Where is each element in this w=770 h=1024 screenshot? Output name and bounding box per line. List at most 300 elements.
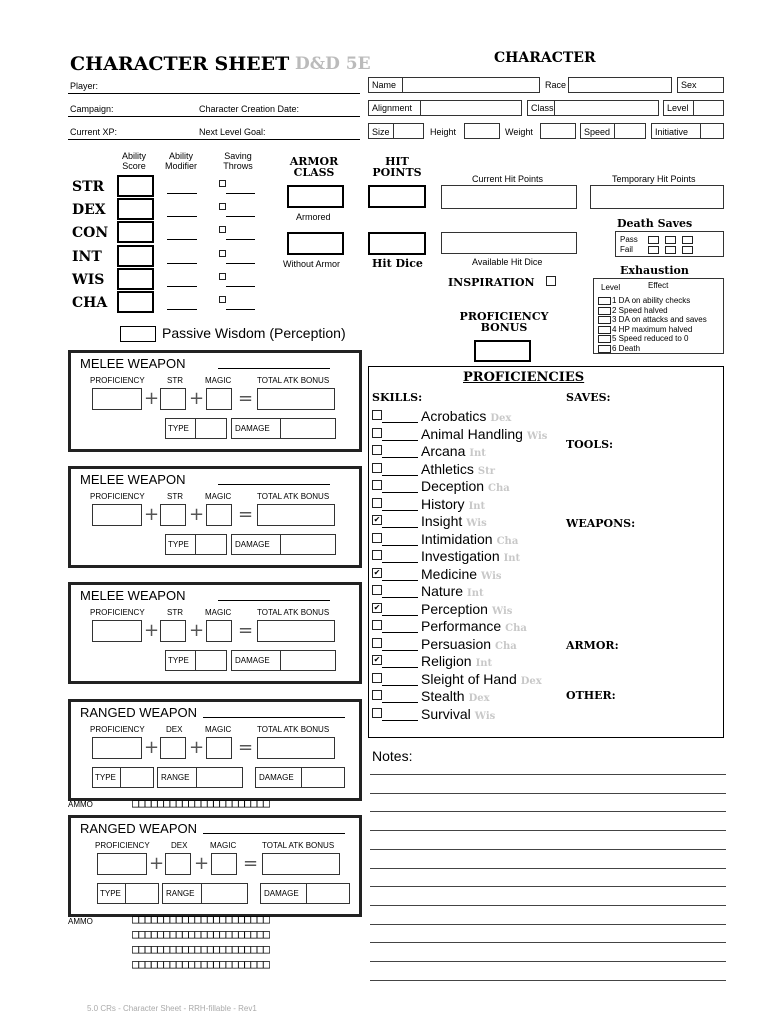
total-atk-box[interactable] [257,737,335,759]
sex-label: Sex [681,80,697,90]
skill-ability: Dex [520,675,542,687]
campaign-field[interactable] [68,116,360,117]
skill-row [421,583,484,599]
weapon-name-field[interactable] [203,833,345,834]
saving-throw-field[interactable] [226,216,255,217]
skill-row [421,566,502,582]
saves-heading: SAVES: [566,391,611,404]
magic-box[interactable] [206,620,232,642]
ability-modifier-field[interactable] [167,309,197,310]
skill-name: Acrobatics [421,408,487,424]
total-atk-header: TOTAL ATK BONUS [257,376,330,385]
saving-throw-checkbox[interactable] [219,296,226,303]
skill-checkbox[interactable] [372,428,382,438]
damage-label: DAMAGE [259,773,294,782]
hit-dice-box[interactable] [368,232,426,255]
skill-ability: Cha [505,623,527,634]
initiative-input[interactable] [700,123,724,139]
name-input[interactable] [402,77,540,93]
skill-row [421,618,527,634]
skill-checkbox-checked[interactable]: ✔ [373,655,381,664]
proficiency-bonus-box[interactable] [474,340,531,362]
skill-checkbox[interactable] [372,620,382,630]
class-label: Class [531,103,554,113]
armor-class-title: ARMOR CLASS [289,155,339,179]
death-save-checkbox[interactable] [682,246,693,254]
skill-checkbox[interactable] [372,445,382,455]
weapon-title: MELEE WEAPON [80,588,186,603]
death-save-checkbox[interactable] [648,246,659,254]
equals-icon: = [238,620,254,641]
damage-label: DAMAGE [235,656,270,665]
skill-bonus-field[interactable] [382,615,418,616]
tools-heading: TOOLS: [566,438,614,451]
skill-ability: Wis [491,605,513,617]
saving-throw-field[interactable] [226,239,255,240]
exhaustion-effect-header: Effect [648,281,669,290]
exhaustion-checkbox[interactable] [598,326,611,334]
weight-field[interactable] [540,123,576,139]
skill-bonus-field[interactable] [382,580,418,581]
total-atk-box[interactable] [257,388,335,410]
ability-score-header: Ability Score [121,151,146,171]
inspiration-label: INSPIRATION [448,276,535,289]
ability-modifier-field[interactable] [167,239,197,240]
proficiency-header: PROFICIENCY [90,492,145,501]
ability-score-box[interactable] [117,268,154,290]
skill-checkbox[interactable] [372,498,382,508]
ammo-label: AMMO [68,800,93,809]
notes-line[interactable] [370,793,726,794]
initiative-label: Initiative [655,127,689,137]
skill-checkbox[interactable] [372,673,382,683]
ability-score-box[interactable] [117,221,154,243]
alignment-label: Alignment [372,103,413,113]
available-dice-box[interactable] [441,232,577,254]
saving-throw-checkbox[interactable] [219,180,226,187]
ability-modifier-field[interactable] [167,216,197,217]
stat-header: STR [167,608,183,617]
skill-name: Arcana [421,443,466,459]
ability-label: CHA [72,295,108,311]
magic-box[interactable] [206,504,232,526]
type-label: TYPE [95,773,116,782]
ability-label: STR [72,179,105,195]
skill-bonus-field[interactable] [382,527,418,528]
xp-field[interactable] [68,139,360,140]
stat-box[interactable] [160,504,186,526]
ammo-tracker[interactable]: □□□□□□□□□□□□□□□□□□□□□□ [132,957,269,971]
saving-throw-field[interactable] [226,263,255,264]
death-save-checkbox[interactable] [648,236,659,244]
notes-line[interactable] [370,868,726,869]
plus-icon: + [144,388,160,409]
skill-checkbox[interactable] [372,410,382,420]
armored-label: Armored [296,212,331,222]
skill-ability: Dex [490,413,512,424]
stat-header: STR [167,376,183,385]
max-hp-box[interactable] [368,185,426,208]
skill-ability: Cha [488,483,510,494]
notes-line[interactable] [370,774,726,775]
ammo-tracker[interactable]: □□□□□□□□□□□□□□□□□□□□□□ [132,942,269,956]
total-atk-box[interactable] [257,504,335,526]
skill-bonus-field[interactable] [382,632,418,633]
weight-label: Weight [505,127,533,137]
skill-checkbox[interactable] [372,690,382,700]
exhaustion-row: 1 DA on ability checks [612,296,691,305]
exhaustion-checkbox[interactable] [598,307,611,315]
exhaustion-title: Exhaustion [620,264,689,277]
damage-label: DAMAGE [235,424,270,433]
saving-throw-checkbox[interactable] [219,203,226,210]
total-atk-box[interactable] [262,853,340,875]
skill-row [421,688,490,704]
saving-throw-field[interactable] [226,286,255,287]
plus-icon: + [144,620,160,641]
range-label: RANGE [166,889,195,898]
skill-name: Athletics [421,460,474,477]
stat-box[interactable] [160,620,186,642]
death-fail-label: Fail [620,245,633,254]
skill-row [421,496,485,512]
damage-input[interactable] [280,534,336,555]
ability-score-box[interactable] [117,198,154,220]
proficiency-header: PROFICIENCY [90,376,145,385]
ability-modifier-field[interactable] [167,193,197,194]
proficiency-box[interactable] [97,853,147,875]
damage-input[interactable] [301,767,345,788]
player-field[interactable] [68,93,360,94]
ability-label: INT [72,249,102,265]
skill-ability: Wis [526,430,548,442]
exhaustion-checkbox[interactable] [598,335,611,343]
total-atk-header: TOTAL ATK BONUS [262,841,335,850]
skill-name: Insight [421,513,463,529]
exhaustion-row: 2 Speed halved [612,305,668,315]
ability-modifier-field[interactable] [167,263,197,264]
proficiency-bonus-title: PROFICIENCY BONUS [459,310,549,334]
skill-bonus-field[interactable] [382,510,418,511]
skill-row [421,548,520,564]
weapon-title: RANGED WEAPON [80,821,198,836]
skill-row [421,408,511,424]
hit-dice-label: Hit Dice [372,257,423,270]
death-pass-label: Pass [620,235,638,244]
exhaustion-checkbox[interactable] [598,316,611,324]
passive-wisdom-box[interactable] [120,326,156,342]
skills-heading: SKILLS: [372,391,423,404]
skill-checkbox-checked[interactable]: ✔ [373,602,381,612]
skill-bonus-field[interactable] [382,702,418,703]
skill-ability: Dex [468,693,490,704]
height-field[interactable] [464,123,500,139]
name-label: Name [372,80,397,90]
damage-label: DAMAGE [235,540,270,549]
current-xp-label: Current XP: [70,127,118,137]
ammo-label: AMMO [68,917,93,926]
plus-icon: + [149,853,165,874]
magic-header: MAGIC [205,725,232,734]
notes-line[interactable] [370,942,726,943]
total-atk-box[interactable] [257,620,335,642]
damage-input[interactable] [280,418,336,439]
skill-row [421,531,518,547]
proficiency-header: PROFICIENCY [95,841,150,850]
ammo-tracker[interactable]: □□□□□□□□□□□□□□□□□□□□□□ [132,912,269,926]
stat-header: DEX [166,725,183,734]
skill-name: Nature [421,583,464,599]
skill-ability: Int [467,588,484,599]
exhaustion-row: 3 DA on attacks and saves [612,315,707,324]
skill-name: Sleight of Hand [421,670,517,687]
height-label: Height [430,127,457,137]
magic-box[interactable] [206,388,232,410]
skill-row [421,601,512,617]
skill-checkbox[interactable] [372,638,382,648]
type-input[interactable] [195,650,227,671]
death-save-checkbox[interactable] [665,236,676,244]
temp-hp-box[interactable] [590,185,724,209]
magic-header: MAGIC [210,841,237,850]
ability-score-box[interactable] [117,175,154,197]
proficiency-box[interactable] [92,737,142,759]
proficiency-header: PROFICIENCY [90,608,145,617]
damage-input[interactable] [306,883,350,904]
total-atk-header: TOTAL ATK BONUS [257,608,330,617]
saving-throws-header: Saving Throws [223,151,253,171]
alignment-input[interactable] [420,100,522,116]
skill-row [421,706,495,722]
skill-row [421,671,542,687]
proficiency-box[interactable] [92,620,142,642]
exhaustion-checkbox[interactable] [598,297,611,305]
player-label: Player: [70,81,99,91]
page-title: CHARACTER SHEET [70,53,290,75]
notes-line[interactable] [370,924,726,925]
skill-ability: Int [469,448,486,459]
notes-line[interactable] [370,849,726,850]
magic-header: MAGIC [205,376,232,385]
skill-name: Intimidation [421,530,493,547]
weapon-name-field[interactable] [218,600,330,601]
saving-throw-field[interactable] [226,193,255,194]
plus-icon: + [144,504,160,525]
saving-throw-checkbox[interactable] [219,226,226,233]
skill-bonus-field[interactable] [382,562,418,563]
range-input[interactable] [201,883,248,904]
current-hp-box[interactable] [441,185,577,209]
skill-bonus-field[interactable] [382,457,418,458]
skill-bonus-field[interactable] [382,720,418,721]
current-hp-label: Current Hit Points [472,174,544,184]
level-label: Level [667,103,689,113]
ammo-tracker[interactable]: □□□□□□□□□□□□□□□□□□□□□□ [132,796,269,810]
speed-label: Speed [584,127,611,137]
skill-row [421,653,492,669]
notes-line[interactable] [370,961,726,962]
magic-header: MAGIC [205,608,232,617]
size-label: Size [372,127,390,137]
type-input[interactable] [120,767,154,788]
hit-points-title: HIT POINTS [372,155,422,179]
notes-line[interactable] [370,886,726,887]
magic-header: MAGIC [205,492,232,501]
stat-box[interactable] [160,388,186,410]
notes-line[interactable] [370,830,726,831]
character-heading: CHARACTER [494,50,596,66]
ability-label: WIS [72,272,105,288]
skill-row [421,636,517,652]
creation-date-label: Character Creation Date: [199,104,300,114]
skill-checkbox-checked[interactable]: ✔ [373,515,381,524]
passive-wisdom-label: Passive Wisdom (Perception) [162,325,346,341]
range-input[interactable] [196,767,243,788]
skill-bonus-field[interactable] [382,650,418,651]
skill-ability: Wis [481,570,502,582]
speed-input[interactable] [614,123,646,139]
skill-checkbox[interactable] [372,550,382,560]
stat-header: STR [167,492,183,501]
weapon-title: MELEE WEAPON [80,472,186,487]
skill-ability: Int [503,553,521,564]
stat-box[interactable] [165,853,191,875]
plus-icon: + [194,853,210,874]
weapon-title: RANGED WEAPON [80,705,198,720]
magic-box[interactable] [206,737,232,759]
exhaustion-row: 4 HP maximum halved [612,324,693,334]
proficiency-box[interactable] [92,388,142,410]
magic-box[interactable] [211,853,237,875]
size-input[interactable] [393,123,424,139]
ability-modifier-header: Ability Modifier [164,151,197,171]
skill-bonus-field[interactable] [382,597,418,598]
skill-bonus-field[interactable] [382,440,418,441]
death-save-checkbox[interactable] [665,246,676,254]
skill-row [421,461,495,477]
ability-score-box[interactable] [117,291,154,313]
skill-row [421,443,486,459]
weapon-name-field[interactable] [218,368,330,369]
plus-icon: + [189,388,205,409]
skill-name: Persuasion [421,635,492,652]
skill-checkbox[interactable] [372,585,382,595]
skill-ability: Wis [466,518,487,529]
weapon-name-field[interactable] [218,484,330,485]
proficiency-header: PROFICIENCY [90,725,145,734]
inspiration-checkbox[interactable] [546,276,556,286]
skill-bonus-field[interactable] [382,685,418,686]
skill-bonus-field[interactable] [382,422,418,423]
stat-header: DEX [171,841,188,850]
without-armor-label: Without Armor [283,259,341,269]
next-level-label: Next Level Goal: [199,127,266,137]
armored-ac-box[interactable] [287,185,344,208]
type-input[interactable] [195,418,227,439]
skill-bonus-field[interactable] [382,492,418,493]
ability-modifier-field[interactable] [167,286,197,287]
skill-name: Investigation [421,548,500,564]
weapon-name-field[interactable] [203,717,345,718]
plus-icon: + [189,504,205,525]
skill-name: History [421,495,465,512]
skill-name: Religion [421,653,472,669]
skill-name: Performance [421,618,502,634]
skill-ability: Str [477,465,496,477]
skill-ability: Int [468,500,486,512]
saving-throw-field[interactable] [226,309,255,310]
exhaustion-checkbox[interactable] [598,345,611,353]
notes-line[interactable] [370,980,726,981]
skill-checkbox[interactable] [372,480,382,490]
plus-icon: + [144,737,160,758]
death-save-checkbox[interactable] [682,236,693,244]
saving-throw-checkbox[interactable] [219,250,226,257]
skill-checkbox[interactable] [372,708,382,718]
page-subtitle: D&D 5E [295,54,371,74]
skill-row [421,426,547,442]
skill-ability: Cha [496,535,519,547]
skill-checkbox-checked[interactable]: ✔ [373,567,381,577]
skill-name: Survival [421,705,471,722]
temp-hp-label: Temporary Hit Points [612,174,696,184]
ability-score-box[interactable] [117,245,154,267]
skill-checkbox[interactable] [372,533,382,543]
unarmored-ac-box[interactable] [287,232,344,255]
skill-ability: Wis [474,710,496,722]
ability-label: CON [72,225,109,241]
level-input[interactable] [693,100,724,116]
type-label: TYPE [100,889,121,898]
race-field[interactable] [568,77,672,93]
skill-bonus-field[interactable] [382,545,418,546]
race-label: Race [545,80,567,90]
skill-name: Deception [421,478,485,494]
notes-label: Notes: [372,748,413,764]
skill-name: Animal Handling [421,425,523,442]
footer-text: 5.0 CRs - Character Sheet - RRH-fillable - Rev1 [87,1004,257,1013]
type-input[interactable] [195,534,227,555]
type-input[interactable] [125,883,159,904]
equals-icon: = [243,853,259,874]
ammo-tracker[interactable]: □□□□□□□□□□□□□□□□□□□□□□ [132,927,269,941]
skill-row [421,478,510,494]
skill-ability: Cha [495,640,517,652]
stat-box[interactable] [160,737,186,759]
damage-input[interactable] [280,650,336,671]
other-heading: OTHER: [566,689,616,702]
plus-icon: + [189,737,205,758]
campaign-label: Campaign: [70,104,114,114]
saving-throw-checkbox[interactable] [219,273,226,280]
skill-bonus-field[interactable] [382,667,418,668]
total-atk-header: TOTAL ATK BONUS [257,492,330,501]
class-input[interactable] [554,100,659,116]
equals-icon: = [238,737,254,758]
skill-row [421,513,487,529]
ability-label: DEX [72,202,106,218]
skill-ability: Int [475,658,493,669]
notes-line[interactable] [370,811,726,812]
proficiencies-title: PROFICIENCIES [463,370,585,385]
notes-line[interactable] [370,905,726,906]
skill-bonus-field[interactable] [382,475,418,476]
proficiency-box[interactable] [92,504,142,526]
weapon-title: MELEE WEAPON [80,356,186,371]
skill-checkbox[interactable] [372,463,382,473]
available-dice-label: Available Hit Dice [472,257,543,267]
type-label: TYPE [168,540,189,549]
